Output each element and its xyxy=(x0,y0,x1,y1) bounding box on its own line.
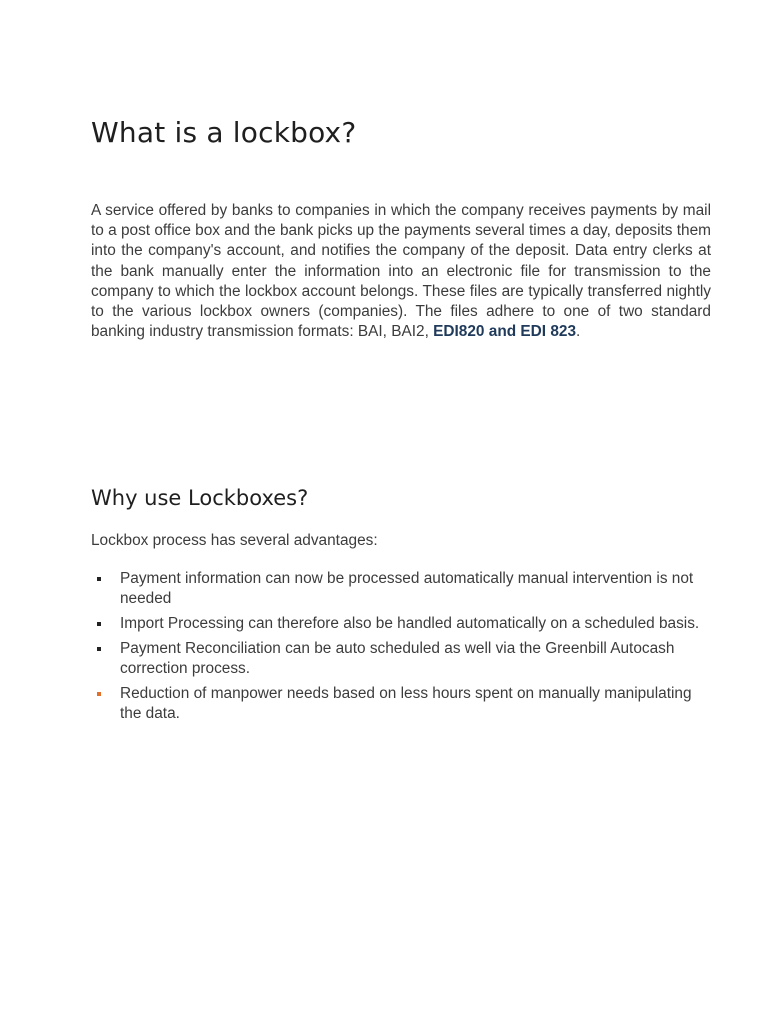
description-text: A service offered by banks to companies in which the company receives payments by mail to a post office box and the bank picks up the payments several times a day, deposits them into the company's account, and notifies the company of the deposit. Data entry clerks at the bank manually enter the information into an electronic file for transmission to the company to which the lockbox account belongs. These files are typically transferred nightly to the various lockbox owners (companies). The files adhere to one of two standard banking industry transmission formats: BAI, BAI2, xyxy=(91,202,711,341)
document-page xyxy=(91,0,711,1024)
list-item xyxy=(91,614,716,634)
section-title-lockbox: What is a lockbox? xyxy=(91,116,357,149)
list-item-text: Reduction of manpower needs based on less hours spent on manually manipulating the data. xyxy=(120,685,692,722)
list-item-text: Payment information can now be processed automatically manual intervention is not needed xyxy=(120,570,694,607)
square-bullet-icon xyxy=(97,647,101,651)
square-bullet-icon xyxy=(97,622,101,626)
list-item xyxy=(91,569,716,609)
advantages-list xyxy=(91,569,716,729)
list-item xyxy=(91,639,716,679)
square-bullet-icon xyxy=(97,577,101,581)
list-item xyxy=(91,684,716,724)
section-title-why-lockboxes: Why use Lockboxes? xyxy=(91,486,309,510)
lockbox-description xyxy=(91,201,711,342)
edi-formats-highlight: EDI820 and EDI 823 xyxy=(433,323,577,341)
description-end: . xyxy=(576,323,581,341)
advantages-lead: Lockbox process has several advantages: xyxy=(91,532,378,549)
square-bullet-icon xyxy=(97,692,101,696)
list-item-text: Payment Reconciliation can be auto scheduled as well via the Greenbill Autocash correction process. xyxy=(120,640,675,677)
list-item-text: Import Processing can therefore also be handled automatically on a scheduled basis. xyxy=(120,615,700,632)
